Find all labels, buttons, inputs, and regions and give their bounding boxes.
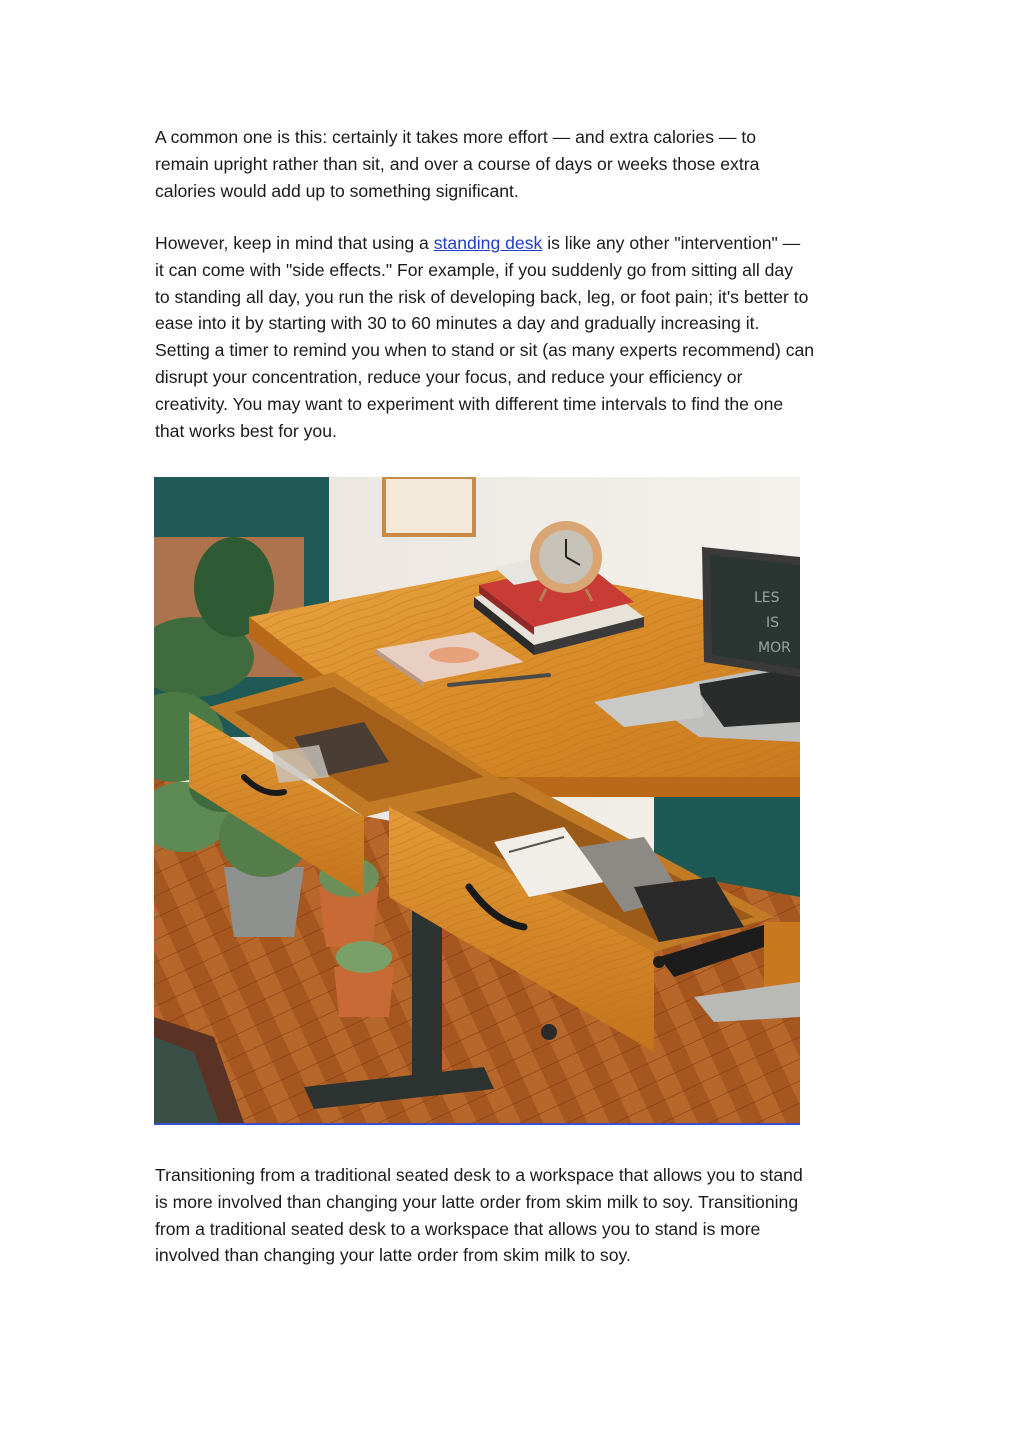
text-line: disrupt your concentration, reduce your focus, and reduce your efficiency or — [155, 366, 743, 387]
laptop-screen-text: IS — [766, 615, 780, 631]
text-line: is more involved than changing your latte order from skim milk to soy. Transitioning — [155, 1191, 799, 1212]
gray-pot — [224, 867, 304, 937]
paragraph-transitioning — [155, 1162, 875, 1269]
text-line: remain upright rather than sit, and over a course of days or weeks those extra — [155, 153, 760, 174]
paragraph-side-effects — [155, 230, 875, 444]
text-line: it can come with "side effects." For example, if you suddenly go from sitting all day — [155, 259, 794, 280]
laptop-screen-text: MOR — [758, 640, 791, 656]
text-line: creativity. You may want to experiment with different time intervals to find the one — [155, 393, 784, 414]
text-line: from a traditional seated desk to a workspace that allows you to stand is more — [155, 1218, 761, 1239]
text-line: involved than changing your latte order from skim milk to soy. — [155, 1245, 631, 1266]
text-segment: is like any other "intervention" — — [542, 233, 801, 253]
text-line: ease into it by starting with 30 to 60 minutes a day and gradually increasing it. — [155, 313, 760, 334]
paragraph-calories — [155, 124, 875, 204]
text-line: that works best for you. — [155, 420, 337, 441]
text-line: calories would add up to something significant. — [155, 180, 519, 201]
text-line: Transitioning from a traditional seated desk to a workspace that allows you to stand — [155, 1165, 803, 1185]
text-line: Setting a timer to remind you when to stand or sit (as many experts recommend) can — [155, 340, 815, 361]
desk-photo — [154, 477, 800, 1123]
picture-frame — [384, 477, 474, 535]
text-line: to standing all day, you run the risk of developing back, leg, or foot pain; it's better to — [155, 286, 809, 307]
text-line: A common one is this: certainly it takes more effort — and extra calories — to — [155, 127, 757, 147]
standing-desk-link[interactable]: standing desk — [433, 233, 543, 253]
small-pot — [334, 967, 394, 1017]
text-segment: However, keep in mind that using a — [155, 233, 434, 253]
laptop-screen-text: LES — [754, 590, 780, 606]
desk-photo-link[interactable] — [154, 477, 800, 1123]
image-link-underline — [154, 1123, 800, 1125]
text-line — [155, 230, 875, 257]
